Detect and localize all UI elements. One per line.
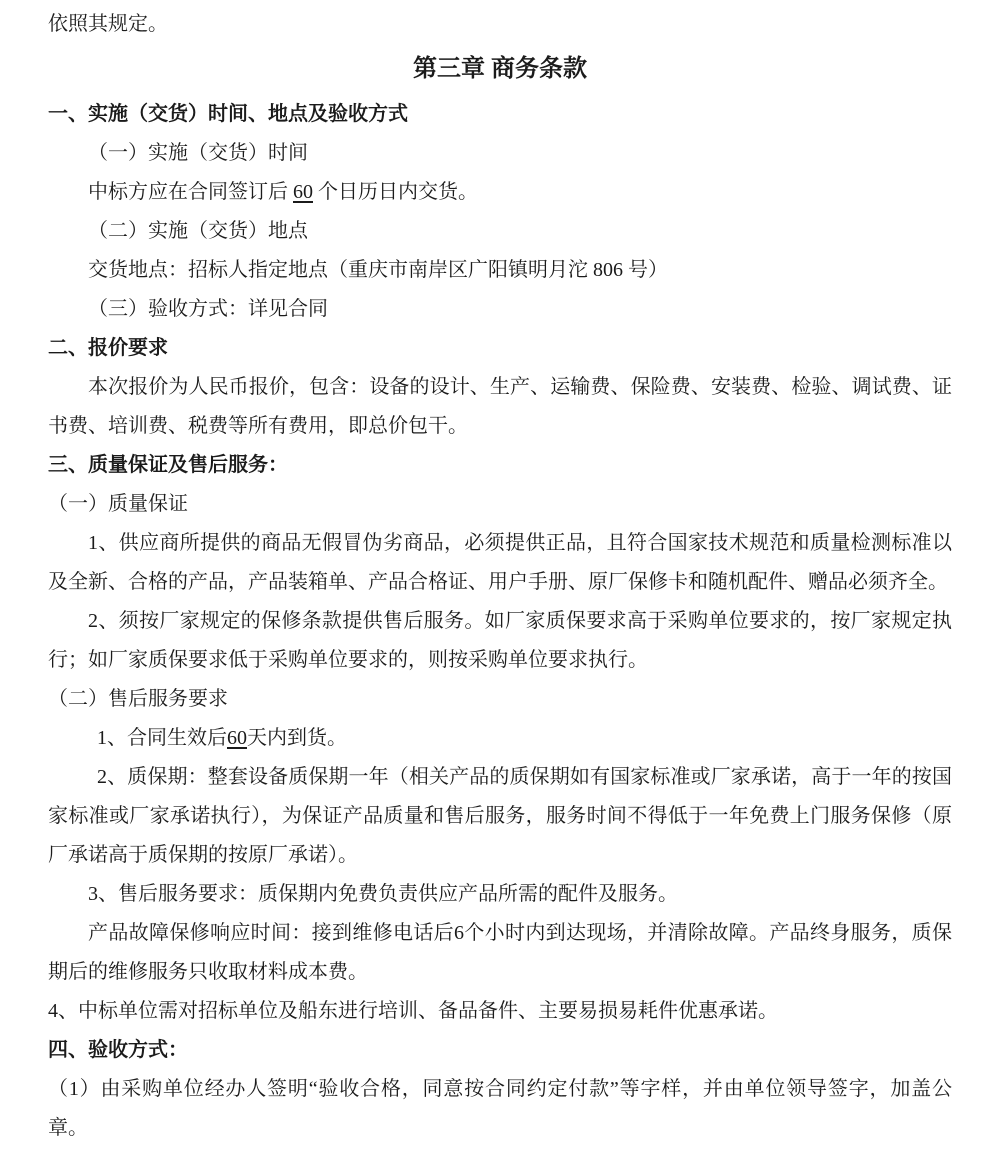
- continuation-paragraph: 依照其规定。: [48, 13, 168, 35]
- delivery-days-underlined-value: 60: [293, 181, 313, 203]
- s4-item1-paragraph: （1）由采购单位经办人签明“验收合格，同意按合同约定付款”等字样，并由单位领导签字，加盖公章。: [48, 1078, 952, 1139]
- s2-quotation-paragraph: 本次报价为人民币报价，包含：设备的设计、生产、运输费、保险费、安装费、检验、调试费、证书费、培训费、税费等所有费用，即总价包干。: [48, 376, 952, 437]
- s3-sub1-item1-paragraph: 1、供应商所提供的商品无假冒伪劣商品，必须提供正品，且符合国家技术规范和质量检测标准以及全新、合格的产品，产品装箱单、产品合格证、用户手册、原厂保修卡和随机配件、赠品必须齐全。: [48, 532, 952, 593]
- s1-delivery-place-paragraph: 交货地点：招标人指定地点（重庆市南岸区广阳镇明月沱 806 号）: [88, 259, 668, 281]
- section-1-heading: 一、实施（交货）时间、地点及验收方式: [48, 103, 408, 125]
- chapter-title: 第三章 商务条款: [413, 56, 587, 82]
- s3-sub2-item3-paragraph: 3、售后服务要求：质保期内免费负责供应产品所需的配件及服务。: [88, 883, 678, 905]
- s1-subitem3-label: （三）验收方式：详见合同: [88, 298, 328, 320]
- arrival-days-underlined-value: 60: [227, 727, 247, 749]
- delivery-time-text-pre: 中标方应在合同签订后: [88, 181, 293, 203]
- s3-sub1-label: （一）质量保证: [48, 493, 188, 515]
- section-2-heading: 二、报价要求: [48, 337, 168, 359]
- s1-subitem1-label: （一）实施（交货）时间: [88, 142, 308, 164]
- section-3-heading: 三、质量保证及售后服务：: [48, 454, 288, 476]
- delivery-time-text-post: 个日历日内交货。: [313, 181, 478, 203]
- section-4-heading: 四、验收方式：: [48, 1039, 188, 1061]
- arrival-time-text-pre: 1、合同生效后: [97, 727, 227, 749]
- s1-subitem2-label: （二）实施（交货）地点: [88, 220, 308, 242]
- s3-sub1-item2-paragraph: 2、须按厂家规定的保修条款提供售后服务。如厂家质保要求高于采购单位要求的，按厂家规定执行；如厂家质保要求低于采购单位要求的，则按采购单位要求执行。: [48, 610, 952, 671]
- s3-sub2-item1-paragraph: [48, 719, 952, 758]
- s1-delivery-time-paragraph: [48, 173, 952, 212]
- s3-sub2-item2-paragraph: 2、质保期：整套设备质保期一年（相关产品的质保期如有国家标准或厂家承诺，高于一年的按国家标准或厂家承诺执行），为保证产品质量和售后服务，服务时间不得低于一年免费上门服务保修（原厂承诺高于质保期的按原厂承诺）。: [48, 766, 952, 866]
- s3-sub2-label: （二）售后服务要求: [48, 688, 228, 710]
- arrival-time-text-post: 天内到货。: [247, 727, 347, 749]
- s3-sub2-item3-note-paragraph: 产品故障保修响应时间：接到维修电话后6个小时内到达现场，并清除故障。产品终身服务，质保期后的维修服务只收取材料成本费。: [48, 922, 952, 983]
- s3-sub2-item4-paragraph: 4、中标单位需对招标单位及船东进行培训、备品备件、主要易损易耗件优惠承诺。: [48, 1000, 778, 1022]
